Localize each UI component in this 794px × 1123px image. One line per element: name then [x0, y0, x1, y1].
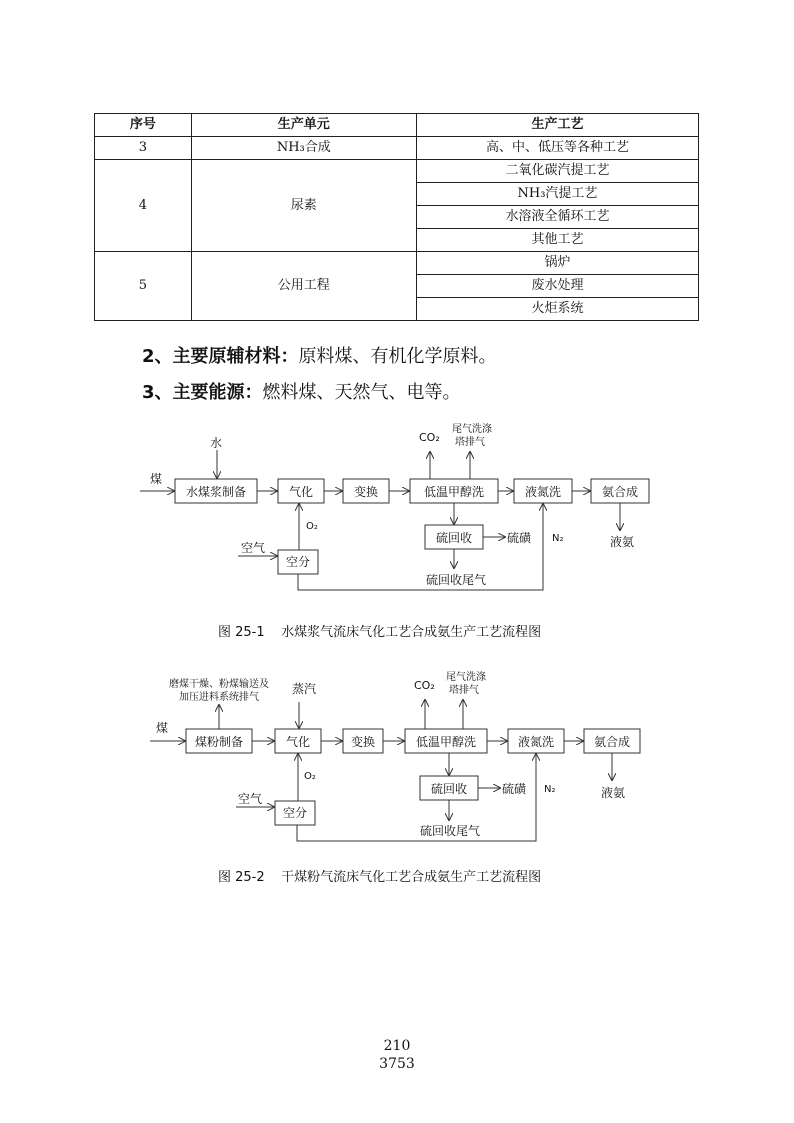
fig2-sulfur-label: 硫磺	[502, 782, 527, 796]
fig2-product-label: 液氨	[601, 786, 626, 800]
row-process: 火炬系统	[416, 298, 698, 321]
energy-label: 3、主要能源：	[142, 382, 263, 403]
fig1-o2-label: O₂	[306, 521, 318, 532]
fig2-asu-label: 空分	[282, 806, 308, 820]
row-no: 4	[95, 160, 192, 252]
fig2-srec-label: 硫回收	[430, 782, 468, 796]
page-number-total: 3753	[379, 1056, 415, 1072]
fig2-synth-label: 氨合成	[593, 735, 631, 749]
fig2-rectisol-label: 低温甲醇洗	[415, 735, 477, 749]
fig2-n2-label: N₂	[544, 784, 556, 795]
fig2-n2wash-label: 液氮洗	[517, 735, 555, 749]
fig1-gasify-label: 气化	[288, 485, 314, 499]
figure-1-caption: 图 25-1 水煤浆气流床气化工艺合成氨生产工艺流程图	[218, 625, 542, 640]
fig2-co2-label: CO₂	[414, 679, 435, 692]
fig2-coal-label: 煤	[156, 721, 169, 735]
fig1-n2-label: N₂	[552, 533, 564, 544]
fig1-air-label: 空气	[241, 541, 266, 555]
raw-materials-text: 原料煤、有机化学原料。	[298, 346, 497, 367]
fig1-tail2-label: 塔排气	[455, 437, 485, 448]
fig2-vent2-label: 加压进料系统排气	[179, 692, 259, 703]
row-unit: 公用工程	[191, 252, 416, 321]
row-process: 其他工艺	[416, 229, 698, 252]
row-process: 水溶液全循环工艺	[416, 206, 698, 229]
energy-text: 燃料煤、天然气、电等。	[262, 382, 461, 403]
header-process: 生产工艺	[416, 114, 698, 137]
fig2-air-label: 空气	[238, 792, 263, 806]
figure-2-caption: 图 25-2 干煤粉气流床气化工艺合成氨生产工艺流程图	[218, 870, 542, 885]
fig1-n2wash-label: 液氮洗	[524, 485, 562, 499]
fig2-stail-label: 硫回收尾气	[420, 824, 481, 838]
raw-materials-label: 2、主要原辅材料：	[142, 346, 299, 367]
fig1-srec-label: 硫回收	[435, 531, 473, 545]
fig1-synth-label: 氨合成	[601, 485, 639, 499]
row-process: 高、中、低压等各种工艺	[416, 137, 698, 160]
fig2-shift-label: 变换	[350, 735, 376, 749]
fig1-prep-label: 水煤浆制备	[185, 485, 247, 499]
fig1-coal-label: 煤	[150, 472, 163, 486]
fig2-steam-label: 蒸汽	[292, 682, 317, 696]
fig2-o2-label: O₂	[304, 771, 316, 782]
fig1-water-label: 水	[210, 436, 223, 450]
fig2-tail2-label: 塔排气	[449, 685, 479, 696]
fig1-stail-label: 硫回收尾气	[426, 573, 487, 587]
fig1-tail1-label: 尾气洗涤	[452, 424, 492, 435]
fig1-co2-label: CO₂	[419, 431, 440, 444]
row-process: 二氧化碳汽提工艺	[416, 160, 698, 183]
fig1-asu-label: 空分	[285, 555, 311, 569]
fig2-tail1-label: 尾气洗涤	[446, 672, 486, 683]
row-unit: NH₃合成	[191, 137, 416, 160]
page-number: 210	[383, 1038, 411, 1054]
fig2-prep-label: 煤粉制备	[194, 735, 244, 749]
row-no: 3	[95, 137, 192, 160]
fig1-rectisol-label: 低温甲醇洗	[423, 485, 485, 499]
fig1-product-label: 液氨	[610, 535, 635, 549]
fig1-shift-label: 变换	[353, 485, 379, 499]
header-no: 序号	[95, 114, 192, 137]
fig2-vent1-label: 磨煤干燥、粉煤输送及	[169, 679, 269, 690]
row-process: 锅炉	[416, 252, 698, 275]
header-unit: 生产单元	[191, 114, 416, 137]
row-process: NH₃汽提工艺	[416, 183, 698, 206]
fig1-sulfur-label: 硫磺	[507, 531, 532, 545]
row-no: 5	[95, 252, 192, 321]
row-process: 废水处理	[416, 275, 698, 298]
row-unit: 尿素	[191, 160, 416, 252]
fig2-gasify-label: 气化	[285, 735, 311, 749]
